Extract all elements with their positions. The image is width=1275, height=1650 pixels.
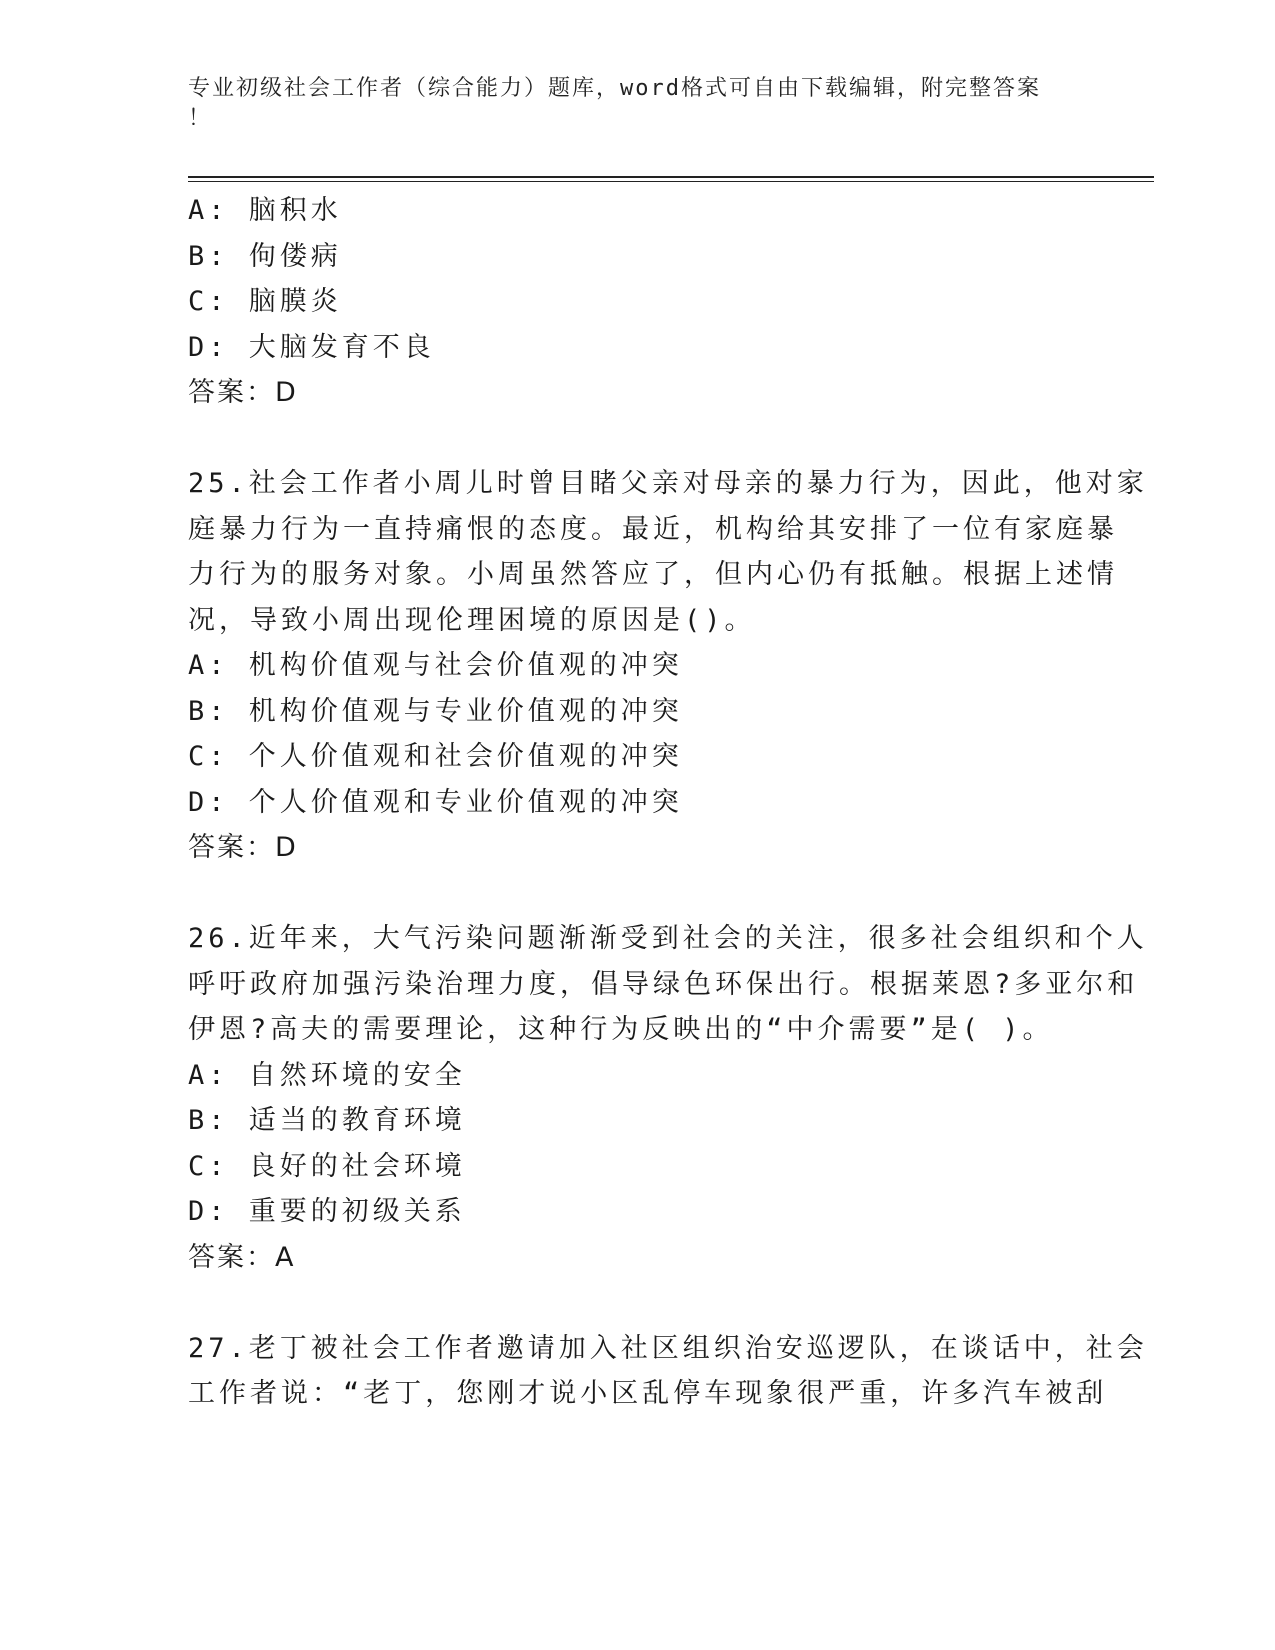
question-stem-line: 工作者说：“老丁，您刚才说小区乱停车现象很严重，许多汽车被刮 — [188, 1378, 1108, 1409]
question-25 — [188, 461, 1148, 871]
answer-line: 答案：D — [188, 377, 298, 408]
option-c: C: 脑膜炎 — [188, 286, 342, 317]
answer-line: 答案：A — [188, 1241, 296, 1273]
option-a: A: 机构价值观与社会价值观的冲突 — [188, 650, 683, 681]
header-title-line2: ！ — [188, 106, 213, 131]
document-header — [188, 74, 1088, 134]
option-c: C: 良好的社会环境 — [188, 1150, 466, 1182]
question-24 — [188, 188, 1088, 416]
spacer — [188, 871, 1088, 917]
option-d: D: 个人价值观和专业价值观的冲突 — [188, 786, 683, 818]
question-stem-line: 26.近年来，大气污染问题渐渐受到社会的关注，很多社会组织和个人 — [188, 923, 1148, 954]
spacer — [188, 1280, 1088, 1326]
answer-line: 答案：D — [188, 832, 298, 863]
option-a: A: 自然环境的安全 — [188, 1059, 466, 1091]
question-stem-line: 27.老丁被社会工作者邀请加入社区组织治安巡逻队，在谈话中，社会 — [188, 1332, 1148, 1364]
question-list — [188, 188, 1148, 1417]
question-stem-line: 庭暴力行为一直持痛恨的态度。最近，机构给其安排了一位有家庭暴 — [188, 513, 1118, 545]
header-divider-thin — [188, 181, 1154, 182]
header-divider-thick — [188, 176, 1154, 178]
option-b: B: 机构价值观与专业价值观的冲突 — [188, 695, 683, 727]
question-27 — [188, 1326, 1148, 1417]
question-stem-line: 伊恩?高夫的需要理论，这种行为反映出的“中介需要”是( )。 — [188, 1014, 1054, 1045]
option-b: B: 适当的教育环境 — [188, 1105, 466, 1136]
question-stem-line: 25.社会工作者小周儿时曾目睹父亲对母亲的暴力行为，因此，他对家 — [188, 468, 1148, 499]
question-stem-line: 呼吁政府加强污染治理力度，倡导绿色环保出行。根据莱恩?多亚尔和 — [188, 968, 1139, 1000]
option-d: D: 大脑发育不良 — [188, 331, 435, 363]
question-stem-line: 况，导致小周出现伦理困境的原因是()。 — [188, 604, 756, 636]
option-d: D: 重要的初级关系 — [188, 1196, 466, 1227]
question-26 — [188, 916, 1148, 1280]
spacer — [188, 416, 1088, 462]
option-c: C: 个人价值观和社会价值观的冲突 — [188, 741, 683, 772]
option-a: A: 脑积水 — [188, 195, 342, 226]
question-stem-line: 力行为的服务对象。小周虽然答应了，但内心仍有抵触。根据上述情 — [188, 559, 1118, 590]
header-title-line1: 专业初级社会工作者（综合能力）题库，word格式可自由下载编辑，附完整答案 — [188, 76, 1041, 101]
option-b: B: 佝偻病 — [188, 240, 342, 272]
